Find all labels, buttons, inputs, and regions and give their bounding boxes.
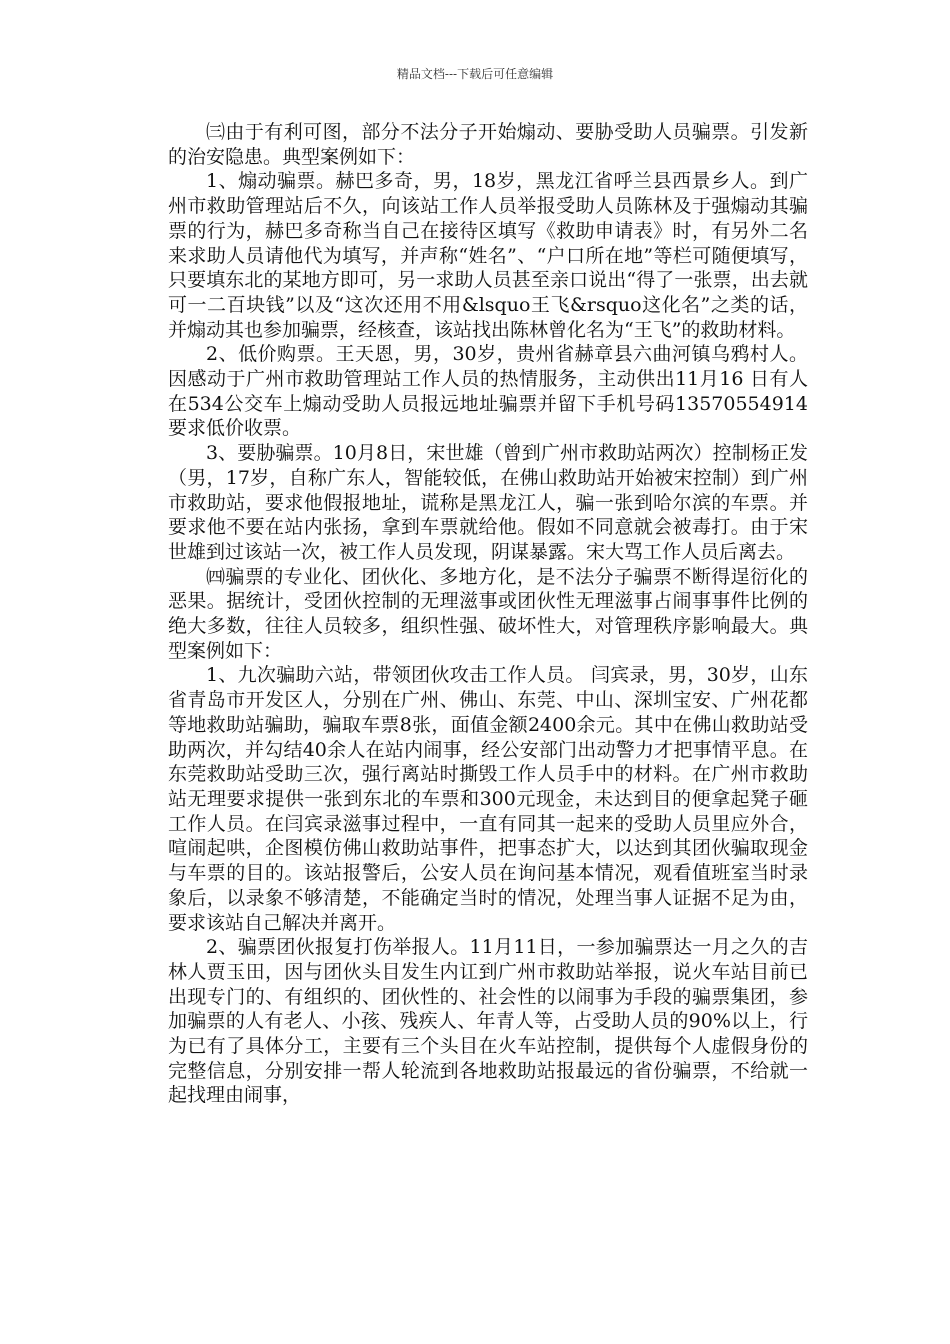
case-gang-attack-paragraph: 1、九次骗助六站，带领团伙攻击工作人员。 闫宾录，男，30岁，山东省青岛市开发区人，分别在广州、佛山、东莞、中山、深圳宝安、广州花都等地救助站骗助，骗取车票8张，面值金额2400余元。其中在佛山救助站受助两次，并勾结40余人在站内闹事，经公安部门出动警力才把事情平息。在东莞救助站受助三次，强行离站时撕毁工作人员手中的材料。在广州市救助站无理要求提供一张到东北的车票和300元现金，未达到目的便拿起凳子砸工作人员。在闫宾录滋事过程中，一直有同其一起来的受助人员里应外合，喧闹起哄，企图模仿佛山救助站事件，把事态扩大，以达到其团伙骗取现金与车票的目的。该站报警后，公安人员在询问基本情况，观看值班室当时录象后，以录象不够清楚，不能确定当时的情况，处理当事人证据不足为由，要求该站自己解决并离开。 [168,664,808,934]
case-retaliation-paragraph: 2、骗票团伙报复打伤举报人。11月11日，一参加骗票达一月之久的吉林人贾玉田，因与团伙头目发生内讧到广州市救助站举报，说火车站目前已出现专门的、有组织的、团伙性的、社会性的以闹事为手段的骗票集团，参加骗票的人有老人、小孩、残疾人、年青人等，占受助人员的90%以上，行为已有了具体分工，主要有三个头目在火车站控制，提供每个人虚假身份的完整信息，分别安排一帮人轮流到各地救助站报最远的省份骗票，不给就一起找理由闹事， [168,936,808,1107]
section-4-paragraph: ㈣骗票的专业化、团伙化、多地方化，是不法分子骗票不断得逞衍化的恶果。据统计，受团伙控制的无理滋事或团伙性无理滋事占闹事事件比例的绝大多数，往往人员较多，组织性强、破坏性大，对管理秩序影响最大。典型案例如下： [168,565,808,662]
section-3-paragraph: ㈢由于有利可图，部分不法分子开始煽动、要胁受助人员骗票。引发新的治安隐患。典型案例如下： [168,121,808,168]
case-low-price-ticket-paragraph: 2、低价购票。王天恩，男，30岁，贵州省赫章县六曲河镇乌鸦村人。因感动于广州市救助管理站工作人员的热情服务，主动供出11月16 日有人在534公交车上煽动受助人员报远地址骗票并留下手机号码13570554914要求低价收票。 [168,343,808,440]
case-coerced-fraud-paragraph: 3、要胁骗票。10月8日，宋世雄（曾到广州市救助站两次）控制杨正发（男，17岁，自称广东人，智能较低，在佛山救助站开始被宋控制）到广州市救助站，要求他假报地址，谎称是黑龙江人，骗一张到哈尔滨的车票。并要求他不要在站内张扬，拿到车票就给他。假如不同意就会被毒打。由于宋世雄到过该站一次，被工作人员发现，阴谋暴露。宋大骂工作人员后离去。 [168,442,808,563]
case-incite-fraud-paragraph: 1、煽动骗票。赫巴多奇，男，18岁，黑龙江省呼兰县西景乡人。到广州市救助管理站后不久，向该站工作人员举报受助人员陈林及于强煽动其骗票的行为，赫巴多奇称当自己在接待区填写《救助申请表》时，有另外二名来求助人员请他代为填写，并声称“姓名”、“户口所在地”等栏可随便填写，只要填东北的某地方即可，另一求助人员甚至亲口说出“得了一张票，出去就可一二百块钱”以及“这次还用不用&lsquo王飞&rsquo这化名”之类的话，并煽动其也参加骗票，经核查，该站找出陈林曾化名为“王飞”的救助材料。 [168,170,808,341]
document-body [168,120,808,1108]
page-header: 精品文档---下载后可任意编辑 [396,67,554,81]
